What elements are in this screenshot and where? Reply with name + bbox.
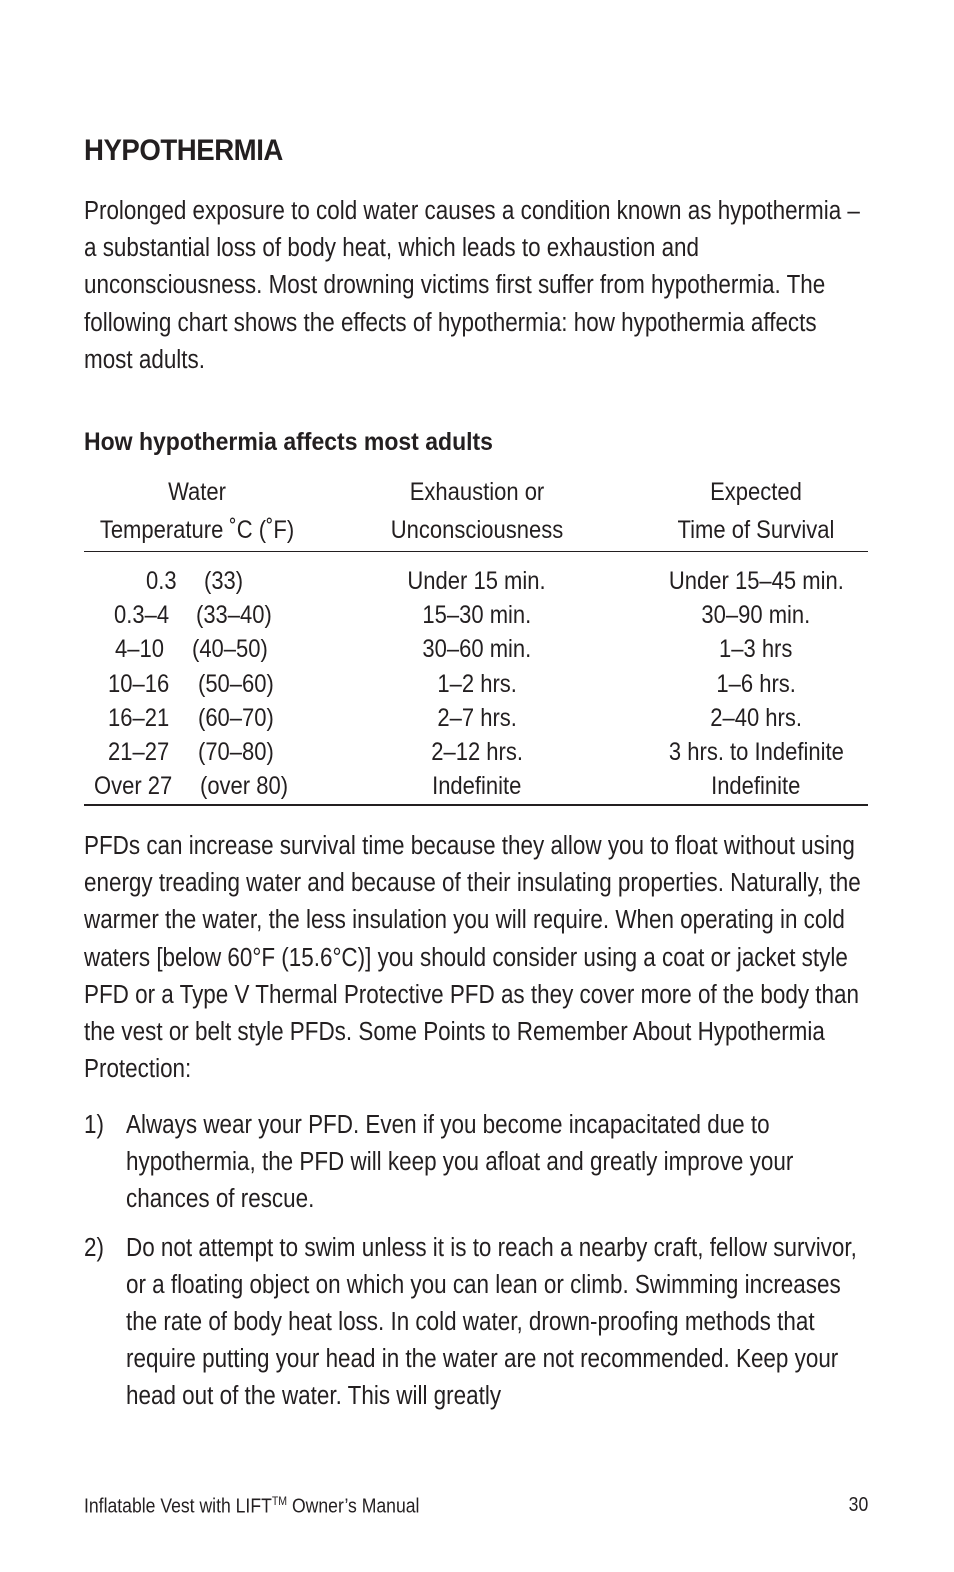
- cell-temp-c: 0.3: [146, 567, 177, 595]
- points-list: [84, 1107, 868, 1427]
- section-heading: HYPOTHERMIA: [84, 134, 283, 167]
- cell-exhaustion: 2–7 hrs.: [437, 704, 517, 732]
- list-item: [84, 1107, 868, 1219]
- cell-temp-f: (60–70): [198, 704, 274, 732]
- list-item: [84, 1230, 868, 1416]
- cell-survival: 1–6 hrs.: [716, 670, 796, 698]
- cell-temp-c: 0.3–4: [114, 601, 170, 629]
- cell-temp-f: (over 80): [200, 772, 289, 800]
- trademark-superscript: TM: [271, 1494, 288, 1508]
- cell-temp-c: Over 27: [94, 772, 173, 800]
- cell-exhaustion: 30–60 min.: [422, 635, 532, 663]
- table-body: [84, 552, 868, 806]
- table-header: [84, 474, 868, 552]
- list-item-number: 2): [84, 1233, 104, 1262]
- header-survival-time: Expected Time of Survival: [677, 478, 835, 544]
- cell-temp-f: (33–40): [196, 601, 272, 629]
- intro-paragraph: Prolonged exposure to cold water causes a condition known as hypothermia – a substantial loss of body heat, which leads to exhaustion and unconsciousness. Most drowning victims first suffer from hypothermia. The following chart shows the effects of hypothermia: how hypothermia affects most adults.: [84, 197, 860, 374]
- table-row: [84, 769, 868, 803]
- list-item-number: 1): [84, 1111, 104, 1139]
- table-row: [84, 632, 868, 666]
- cell-exhaustion: Indefinite: [432, 772, 522, 800]
- hypothermia-table: [84, 474, 868, 806]
- cell-temp-c: 21–27: [108, 738, 170, 766]
- cell-survival: Indefinite: [711, 772, 801, 800]
- cell-survival: 1–3 hrs: [719, 635, 793, 663]
- list-item-text: Always wear your PFD. Even if you become incapacitated due to hypothermia, the PFD will keep you afloat and greatly improve your chances of rescue.: [126, 1111, 794, 1214]
- cell-temp-c: 4–10: [115, 635, 164, 663]
- footer-title: Inflatable Vest with LIFT™ Owner’s Manual: [84, 1494, 420, 1518]
- cell-temp-f: (70–80): [198, 738, 274, 766]
- cell-survival: Under 15–45 min.: [668, 567, 844, 595]
- cell-temp-c: 16–21: [108, 704, 170, 732]
- list-item-text: Do not attempt to swim unless it is to reach a nearby craft, fellow survivor, or a floating object on which you can lean or climb. Swimming increases the rate of body heat loss. In cold water, drown-proofing methods that require putting your head in the water are not recommended. Keep your head out of the water. This will greatly: [126, 1233, 857, 1411]
- pfd-paragraph: PFDs can increase survival time because they allow you to float without using energy treading water and because of their insulating properties. Naturally, the warmer the water, the less insulation you will require. When operating in cold waters [below 60°F (15.6°C)] you should consider using a coat or jacket style PFD or a Type V Thermal Protective PFD as they cover more of the body than the vest or belt style PFDs. Some Points to Remember About Hypothermia Protection:: [84, 832, 861, 1084]
- table-row: [84, 735, 868, 769]
- table-title: How hypothermia affects most adults: [84, 428, 493, 456]
- cell-temp-c: 10–16: [108, 670, 170, 698]
- cell-survival: 3 hrs. to Indefinite: [668, 738, 844, 766]
- header-exhaustion: Exhaustion or Unconsciousness: [390, 478, 564, 544]
- cell-survival: 2–40 hrs.: [710, 704, 802, 732]
- cell-exhaustion: 2–12 hrs.: [431, 738, 523, 766]
- cell-temp-f: (33): [204, 567, 244, 595]
- cell-temp-f: (50–60): [198, 670, 274, 698]
- cell-exhaustion: Under 15 min.: [407, 567, 547, 595]
- cell-survival: 30–90 min.: [701, 601, 811, 629]
- cell-exhaustion: 15–30 min.: [422, 601, 532, 629]
- table-row: [84, 564, 868, 598]
- cell-temp-f: (40–50): [192, 635, 268, 663]
- header-water-temperature: Water Temperature ˚C (˚F): [99, 478, 295, 544]
- cell-exhaustion: 1–2 hrs.: [437, 670, 517, 698]
- table-row: [84, 667, 868, 701]
- page-number: 30: [848, 1494, 868, 1516]
- table-row: [84, 701, 868, 735]
- table-row: [84, 598, 868, 632]
